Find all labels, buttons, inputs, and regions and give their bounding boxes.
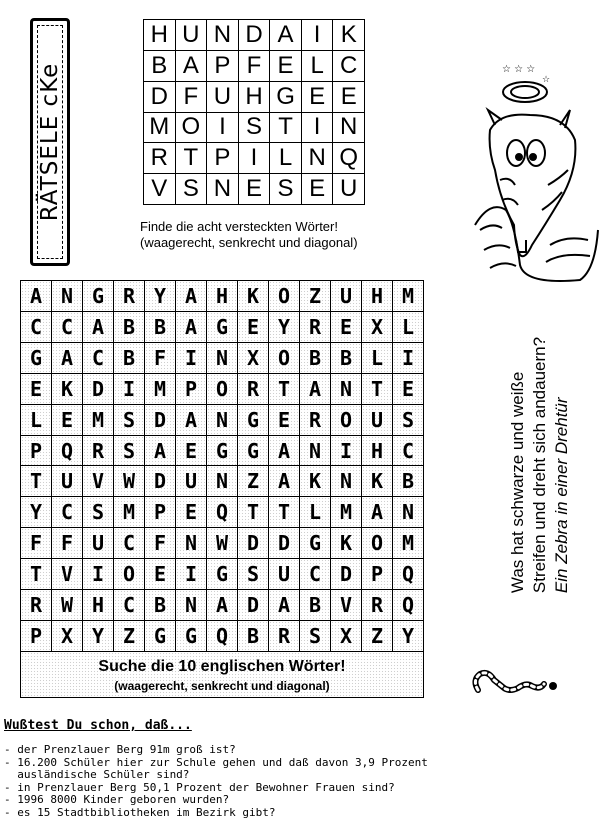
grid-cell: C: [21, 312, 52, 343]
grid-cell: P: [362, 559, 393, 590]
grid-cell: G: [238, 405, 269, 436]
grid-cell: C: [52, 497, 83, 528]
grid-cell: O: [176, 113, 208, 144]
grid-cell: Y: [269, 312, 300, 343]
grid-cell: T: [21, 559, 52, 590]
grid-cell: D: [83, 374, 114, 405]
grid-cell: U: [333, 174, 365, 205]
grid-cell: N: [393, 497, 424, 528]
grid-cell: L: [270, 143, 302, 174]
grid-cell: E: [145, 559, 176, 590]
small-grid-caption-hint: (waagerecht, senkrecht und diagonal): [140, 235, 358, 250]
grid-cell: O: [269, 281, 300, 312]
grid-cell: A: [207, 590, 238, 621]
zebra-illustration: [440, 50, 600, 290]
grid-cell: Y: [83, 621, 114, 652]
grid-cell: R: [114, 281, 145, 312]
grid-cell: F: [52, 528, 83, 559]
title-box: [30, 18, 70, 266]
grid-cell: R: [269, 621, 300, 652]
grid-cell: L: [393, 312, 424, 343]
fact-item: - es 15 Stadtbibliotheken im Bezirk gibt?: [4, 805, 276, 819]
grid-cell: B: [238, 621, 269, 652]
grid-cell: N: [176, 528, 207, 559]
facts-heading: Wußtest Du schon, daß...: [4, 718, 192, 733]
grid-cell: B: [114, 343, 145, 374]
grid-cell: P: [21, 436, 52, 467]
grid-cell: X: [331, 621, 362, 652]
grid-cell: T: [270, 113, 302, 144]
grid-cell: S: [176, 174, 208, 205]
grid-cell: G: [207, 559, 238, 590]
grid-cell: P: [207, 51, 239, 82]
grid-cell: E: [176, 497, 207, 528]
grid-cell: L: [21, 405, 52, 436]
grid-cell: P: [176, 374, 207, 405]
grid-cell: Z: [238, 466, 269, 497]
grid-cell: B: [300, 590, 331, 621]
grid-cell: C: [333, 51, 365, 82]
riddle-question-line-2: Streifen und dreht sich andauern?: [530, 336, 549, 594]
grid-cell: W: [114, 466, 145, 497]
grid-cell: M: [144, 113, 176, 144]
grid-cell: S: [238, 559, 269, 590]
grid-cell: N: [207, 466, 238, 497]
page-title: RÄTSELE cKe: [37, 62, 63, 222]
grid-cell: D: [269, 528, 300, 559]
grid-cell: D: [331, 559, 362, 590]
grid-cell: U: [176, 20, 208, 51]
grid-cell: A: [176, 51, 208, 82]
grid-cell: A: [83, 312, 114, 343]
grid-cell: R: [362, 590, 393, 621]
grid-cell: R: [83, 436, 114, 467]
grid-cell: P: [207, 143, 239, 174]
grid-cell: G: [145, 621, 176, 652]
fact-item: - 1996 8000 Kinder geboren wurden?: [4, 793, 230, 806]
grid-cell: D: [144, 82, 176, 113]
grid-cell: D: [238, 590, 269, 621]
grid-cell: B: [114, 312, 145, 343]
grid-cell: U: [176, 466, 207, 497]
grid-cell: I: [302, 20, 334, 51]
grid-cell: H: [207, 281, 238, 312]
grid-cell: A: [269, 590, 300, 621]
grid-cell: E: [302, 82, 334, 113]
grid-cell: U: [207, 82, 239, 113]
grid-cell: I: [239, 143, 271, 174]
grid-cell: S: [83, 497, 114, 528]
grid-cell: E: [176, 436, 207, 467]
grid-cell: D: [145, 405, 176, 436]
grid-cell: S: [114, 436, 145, 467]
grid-cell: P: [145, 497, 176, 528]
small-word-search-grid: [143, 19, 365, 205]
grid-cell: C: [52, 312, 83, 343]
grid-cell: E: [269, 405, 300, 436]
grid-cell: X: [362, 312, 393, 343]
grid-cell: B: [145, 590, 176, 621]
grid-cell: Q: [207, 621, 238, 652]
grid-cell: N: [207, 174, 239, 205]
grid-cell: E: [333, 82, 365, 113]
grid-cell: N: [207, 405, 238, 436]
fact-item: - der Prenzlauer Berg 91m groß ist?: [4, 743, 236, 756]
grid-cell: I: [83, 559, 114, 590]
grid-cell: W: [52, 590, 83, 621]
grid-cell: Z: [114, 621, 145, 652]
grid-cell: K: [300, 466, 331, 497]
grid-cell: M: [393, 281, 424, 312]
candy-cane-icon: [470, 668, 550, 698]
grid-cell: M: [114, 497, 145, 528]
grid-cell: V: [331, 590, 362, 621]
grid-cell: E: [238, 312, 269, 343]
grid-cell: V: [144, 174, 176, 205]
grid-cell: N: [300, 436, 331, 467]
grid-cell: A: [362, 497, 393, 528]
grid-cell: N: [207, 20, 239, 51]
grid-cell: L: [362, 343, 393, 374]
grid-cell: K: [362, 466, 393, 497]
grid-cell: O: [269, 343, 300, 374]
grid-cell: N: [331, 374, 362, 405]
grid-cell: I: [331, 436, 362, 467]
grid-cell: M: [83, 405, 114, 436]
grid-cell: W: [207, 528, 238, 559]
grid-cell: U: [83, 528, 114, 559]
big-grid-caption-hint: (waagerecht, senkrecht und diagonal): [114, 679, 330, 693]
grid-cell: R: [300, 405, 331, 436]
grid-cell: A: [145, 436, 176, 467]
grid-cell: G: [300, 528, 331, 559]
grid-cell: D: [239, 20, 271, 51]
grid-cell: C: [114, 528, 145, 559]
grid-cell: U: [331, 281, 362, 312]
grid-cell: N: [333, 113, 365, 144]
grid-cell: D: [238, 528, 269, 559]
riddle-question-line-1: Was hat schwarze und weiße: [508, 371, 527, 594]
grid-cell: Z: [300, 281, 331, 312]
grid-cell: B: [145, 312, 176, 343]
riddle-answer: Ein Zebra in einer Drehtür: [552, 397, 571, 594]
fact-item: - 16.200 Schüler hier zur Schule gehen und daß davon 3,9 Prozent ausländische Schüler sind?: [4, 755, 428, 781]
grid-cell: O: [114, 559, 145, 590]
grid-cell: G: [207, 312, 238, 343]
grid-cell: C: [114, 590, 145, 621]
grid-cell: P: [21, 621, 52, 652]
grid-cell: C: [83, 343, 114, 374]
grid-cell: I: [114, 374, 145, 405]
grid-cell: H: [144, 20, 176, 51]
grid-cell: A: [176, 281, 207, 312]
grid-cell: H: [83, 590, 114, 621]
grid-cell: T: [238, 497, 269, 528]
grid-cell: B: [300, 343, 331, 374]
grid-cell: T: [176, 143, 208, 174]
grid-cell: F: [176, 82, 208, 113]
grid-cell: I: [302, 113, 334, 144]
grid-cell: A: [176, 405, 207, 436]
big-grid-caption: Suche die 10 englischen Wörter!: [98, 658, 346, 675]
grid-cell: D: [145, 466, 176, 497]
grid-cell: O: [207, 374, 238, 405]
grid-cell: G: [238, 436, 269, 467]
grid-cell: E: [21, 374, 52, 405]
grid-cell: E: [331, 312, 362, 343]
grid-cell: G: [21, 343, 52, 374]
grid-cell: A: [270, 20, 302, 51]
svg-text:☆ ☆ ☆: ☆ ☆ ☆: [502, 64, 536, 75]
grid-cell: A: [269, 466, 300, 497]
grid-cell: C: [300, 559, 331, 590]
grid-cell: S: [114, 405, 145, 436]
grid-cell: B: [331, 343, 362, 374]
grid-cell: H: [362, 436, 393, 467]
grid-cell: T: [362, 374, 393, 405]
grid-cell: Y: [145, 281, 176, 312]
grid-cell: S: [270, 174, 302, 205]
grid-cell: E: [270, 51, 302, 82]
grid-cell: O: [331, 405, 362, 436]
fact-item: - in Prenzlauer Berg 50,1 Prozent der Bewohner Frauen sind?: [4, 780, 395, 794]
small-grid-caption: Finde die acht versteckten Wörter!: [140, 219, 338, 234]
grid-cell: U: [362, 405, 393, 436]
grid-cell: I: [176, 343, 207, 374]
svg-text:☆: ☆: [542, 75, 551, 85]
grid-cell: N: [52, 281, 83, 312]
grid-cell: T: [21, 466, 52, 497]
grid-cell: H: [239, 82, 271, 113]
grid-cell: O: [362, 528, 393, 559]
grid-cell: Q: [393, 590, 424, 621]
grid-cell: I: [393, 343, 424, 374]
grid-cell: M: [393, 528, 424, 559]
grid-cell: U: [52, 466, 83, 497]
grid-cell: A: [300, 374, 331, 405]
big-grid-caption-box: [20, 652, 424, 698]
grid-cell: N: [331, 466, 362, 497]
grid-cell: E: [239, 174, 271, 205]
grid-cell: E: [302, 174, 334, 205]
grid-cell: S: [393, 405, 424, 436]
grid-cell: T: [269, 374, 300, 405]
grid-cell: N: [302, 143, 334, 174]
grid-cell: H: [362, 281, 393, 312]
grid-cell: K: [52, 374, 83, 405]
grid-cell: M: [331, 497, 362, 528]
grid-cell: E: [393, 374, 424, 405]
grid-cell: F: [239, 51, 271, 82]
grid-cell: U: [269, 559, 300, 590]
grid-cell: F: [21, 528, 52, 559]
grid-cell: Y: [21, 497, 52, 528]
grid-cell: R: [21, 590, 52, 621]
grid-cell: A: [176, 312, 207, 343]
grid-cell: L: [300, 497, 331, 528]
grid-cell: Y: [393, 621, 424, 652]
grid-cell: K: [333, 20, 365, 51]
grid-cell: N: [176, 590, 207, 621]
grid-cell: X: [238, 343, 269, 374]
grid-cell: A: [52, 343, 83, 374]
grid-cell: A: [21, 281, 52, 312]
grid-cell: Z: [362, 621, 393, 652]
grid-cell: N: [207, 343, 238, 374]
grid-cell: K: [238, 281, 269, 312]
grid-cell: G: [83, 281, 114, 312]
grid-cell: G: [176, 621, 207, 652]
grid-cell: C: [393, 436, 424, 467]
grid-cell: M: [145, 374, 176, 405]
grid-cell: Q: [52, 436, 83, 467]
grid-cell: F: [145, 343, 176, 374]
grid-cell: E: [52, 405, 83, 436]
grid-cell: I: [176, 559, 207, 590]
decorative-dot: [549, 682, 557, 690]
grid-cell: S: [300, 621, 331, 652]
grid-cell: B: [144, 51, 176, 82]
grid-cell: A: [269, 436, 300, 467]
facts-list: [4, 744, 428, 819]
grid-cell: R: [238, 374, 269, 405]
grid-cell: Q: [333, 143, 365, 174]
grid-cell: L: [302, 51, 334, 82]
grid-cell: I: [207, 113, 239, 144]
grid-cell: S: [239, 113, 271, 144]
grid-cell: F: [145, 528, 176, 559]
grid-cell: R: [144, 143, 176, 174]
grid-cell: Q: [393, 559, 424, 590]
grid-cell: R: [300, 312, 331, 343]
grid-cell: X: [52, 621, 83, 652]
big-word-search-grid: [20, 280, 424, 652]
riddle-block: [507, 337, 573, 593]
grid-cell: G: [207, 436, 238, 467]
grid-cell: V: [83, 466, 114, 497]
grid-cell: K: [331, 528, 362, 559]
grid-cell: G: [270, 82, 302, 113]
grid-cell: B: [393, 466, 424, 497]
grid-cell: V: [52, 559, 83, 590]
grid-cell: Q: [207, 497, 238, 528]
grid-cell: T: [269, 497, 300, 528]
